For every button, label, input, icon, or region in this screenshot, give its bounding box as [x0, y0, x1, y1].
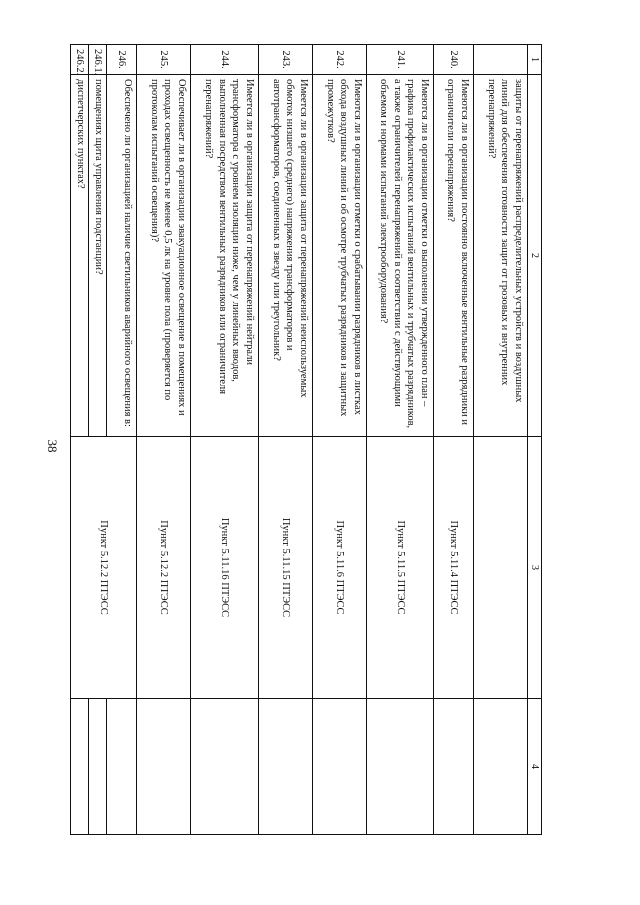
- row-text: Имеются ли в организации отметки о срабатывании разрядников в листках обхода воздушных линий и об осмотре трубчатых разрядников и защитных промежутков?: [313, 75, 367, 437]
- table-row: [137, 45, 191, 835]
- row-number: 240.: [434, 45, 474, 75]
- row-text: Имеется ли в организации защита от перенапряжений неиспользуемых обмоток низшего (среднего) напряжения трансформаторов и автотрансформаторов, соединенных в звезду или треугольник?: [259, 75, 313, 437]
- row-text: защиты от перенапряжений распределительных устройств и воздушных линий для обеспечения готовности защит от грозовых и внутренних перенапряжений?: [474, 75, 528, 437]
- row-number: 246.: [107, 45, 137, 75]
- row-number: 241.: [367, 45, 434, 75]
- table-row: [259, 45, 313, 835]
- header-col-1: 1: [528, 45, 542, 75]
- row-reference: Пункт 5.11.5 ПТЭСС: [367, 437, 434, 699]
- table-row: [107, 45, 137, 835]
- row-reference: Пункт 5.11.15 ПТЭСС: [259, 437, 313, 699]
- subrow-text: помещениях щита управления подстанции?: [89, 75, 107, 437]
- row-text: Имеются ли в организации отметки о выполнении утвержденного план – графика профилактических испытаний вентильных и трубчатых разрядников, а также ограничителей перенапряжений в соответствии с действующими объемом и нормами испытаний электрооборудования?: [367, 75, 434, 437]
- row-reference: Пункт 5.11.6 ПТЭСС: [313, 437, 367, 699]
- table-row: [367, 45, 434, 835]
- checklist-table: [70, 44, 542, 835]
- subrow-number: 246.1.: [89, 45, 107, 75]
- row-number: [474, 45, 528, 75]
- header-col-2: 2: [528, 75, 542, 437]
- page-number: 38: [45, 439, 60, 453]
- row-number: 244.: [191, 45, 259, 75]
- row-reference: [474, 437, 528, 699]
- subrow-note: [71, 699, 89, 835]
- row-note: [259, 699, 313, 835]
- row-note: [434, 699, 474, 835]
- table-row: [313, 45, 367, 835]
- row-note: [107, 699, 137, 835]
- row-note: [367, 699, 434, 835]
- header-col-3: 3: [528, 437, 542, 699]
- header-row: [528, 45, 542, 835]
- row-note: [191, 699, 259, 835]
- table-row: [474, 45, 528, 835]
- row-note: [313, 699, 367, 835]
- row-number: 245.: [137, 45, 191, 75]
- subrow-note: [89, 699, 107, 835]
- row-number: 242.: [313, 45, 367, 75]
- row-note: [137, 699, 191, 835]
- table-row: [434, 45, 474, 835]
- rotated-table-container: [74, 44, 542, 834]
- subrow-number: 246.2.: [71, 45, 89, 75]
- row-reference: Пункт 5.12.2 ПТЭСС: [71, 437, 137, 699]
- row-text: Обеспечено ли организацией наличие светильников аварийного освещения в:: [107, 75, 137, 437]
- table-row: [191, 45, 259, 835]
- row-text: Обеспечивает ли в организации эвакуационное освещение в помещениях и проходах освещенность не менее 0,5 лк на уровне пола (проверяется по протоколам испытаний освещения)?: [137, 75, 191, 437]
- row-reference: Пункт 5.11.16 ПТЭСС: [191, 437, 259, 699]
- row-reference: Пункт 5.11.4 ПТЭСС: [434, 437, 474, 699]
- row-reference: Пункт 5.12.2 ПТЭСС: [137, 437, 191, 699]
- header-col-4: 4: [528, 699, 542, 835]
- row-text: Имеются ли в организации постоянно включенные вентильные разрядники и ограничители перенапряжения?: [434, 75, 474, 437]
- row-note: [474, 699, 528, 835]
- row-text: Имеется ли в организации защита от перенапряжений нейтрали трансформатора с уровнем изоляции ниже, чем у линейных вводов, выполненная посредством вентильных разрядников или ограничителя перенапряжений?: [191, 75, 259, 437]
- subrow-text: диспетчерских пунктах?: [71, 75, 89, 437]
- row-number: 243.: [259, 45, 313, 75]
